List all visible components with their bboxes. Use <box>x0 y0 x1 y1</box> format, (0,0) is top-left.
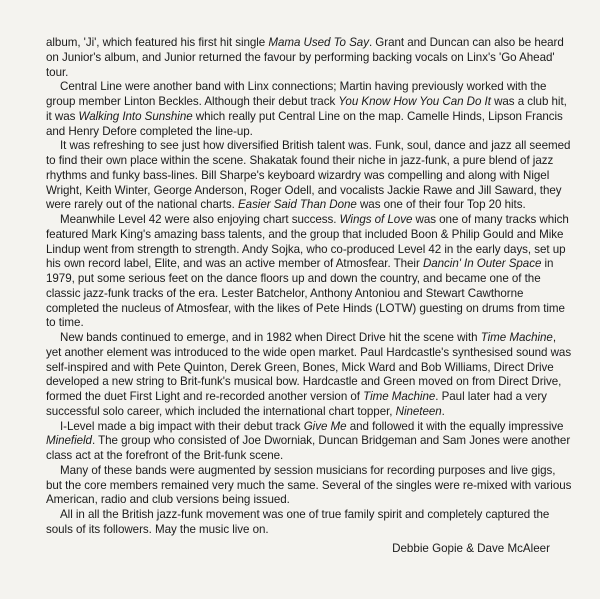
paragraph <box>46 331 574 420</box>
text-run: All in all the British jazz-funk movement was one of true family spirit and completely captured the souls of its followers. May the music live on. <box>46 508 550 536</box>
text-run: was one of their four Top 20 hits. <box>356 198 526 212</box>
text-run: Meanwhile Level 42 were also enjoying chart success. <box>60 213 340 226</box>
text-run: in 1979, put some serious feet on the dance floors up and down the country, and became one of the classic jazz-funk tracks of the era. Lester Batchelor, Anthony Antoniou and Stewart Cawthorne completed the nucleus of Atmosfear, with the likes of Pete Hinds (LOTW) guesting on drums from time to time. <box>46 257 565 330</box>
text-run: Central Line were another band with Linx connections; Martin having previously worked with the group member Linton Beckles. Although their debut track <box>46 80 547 108</box>
song-title: Nineteen <box>395 404 442 418</box>
author-signature: Debbie Gopie & Dave McAleer <box>392 541 550 555</box>
song-title: Time Machine <box>363 390 436 403</box>
text-run: . Paul later had a very successful solo career, which included the international chart topper, <box>46 390 547 418</box>
paragraph <box>46 139 574 213</box>
paragraph <box>46 213 574 331</box>
body-text <box>46 36 574 538</box>
text-run: which really put Central Line on the map. Camelle Hinds, Lipson Francis and Henry Defore completed the line-up. <box>46 109 563 138</box>
text-run: . Grant and Duncan can also be heard on Junior's album, and Junior returned the favour by performing backing vocals on Linx's 'Go Ahead' tour. <box>46 36 564 79</box>
text-run: , yet another element was introduced to the wide open market. Paul Hardcastle's synthesised sound was self-inspired and with Pete Quinton, Derek Green, Bones, Mick Ward and Bob Williams, Direct Drive developed a new string to Brit-funk's musical bow. Hardcastle and Green moved on from Direct Drive, formed the duet First Light and re-recorded another version of <box>46 331 572 403</box>
paragraph <box>46 80 574 139</box>
song-title: Walking Into Sunshine <box>78 109 193 123</box>
text-run: Many of these bands were augmented by session musicians for recording purposes and live gigs, but the core members remained very much the same. Several of the singles were re-mixed with various American, radio and club versions being issued. <box>46 463 572 507</box>
song-title: Give Me <box>303 419 347 433</box>
song-title: Dancin' In Outer Space <box>422 257 542 271</box>
text-run: It was refreshing to see just how diversified British talent was. Funk, soul, dance and jazz all seemed to find their own place within the scene. Shakatak found their niche in jazz-funk, a pure blend of jazz rhythms and funky bass-lines. Bill Sharpe's keyboard wizardry was compelling and along with Nigel Wright, Keith Winter, George Anderson, Roger Odell, and vocalists Jackie Rawe and Jill Saward, they were rarely out of the national charts. <box>46 139 571 212</box>
text-run: New bands continued to emerge, and in 1982 when Direct Drive hit the scene with <box>60 331 481 344</box>
paragraph <box>46 464 574 508</box>
paragraph <box>46 420 574 464</box>
song-title: Minefield <box>46 434 92 448</box>
paragraph <box>46 36 574 80</box>
song-title: Wings of Love <box>339 213 413 226</box>
song-title: Mama Used To Say <box>268 36 369 49</box>
song-title: Time Machine <box>480 331 553 344</box>
text-run: . The group who consisted of Joe Dworniak, Duncan Bridgeman and Sam Jones were another class act at the forefront of the Brit-funk scene. <box>46 434 571 462</box>
text-run: and followed it with the equally impressive <box>346 419 564 433</box>
text-run: album, 'Ji', which featured his first hit single <box>46 36 269 49</box>
text-run: I-Level made a big impact with their debut track <box>60 419 304 433</box>
text-run: was a club hit, it was <box>46 95 567 123</box>
text-run: . <box>441 404 445 418</box>
song-title: Easier Said Than Done <box>237 198 357 212</box>
song-title: You Know How You Can Do It <box>338 95 491 108</box>
paragraph <box>46 508 574 538</box>
text-run: was one of many tracks which featured Mark King's amazing bass talents, and the group that included Boon & Philip Gould and Mike Lindup went from strength to strength. Andy Sojka, who co-produced Level 42 in the early days, set up his own record label, Elite, and was an active member of Atmosfear. Their <box>46 213 569 271</box>
